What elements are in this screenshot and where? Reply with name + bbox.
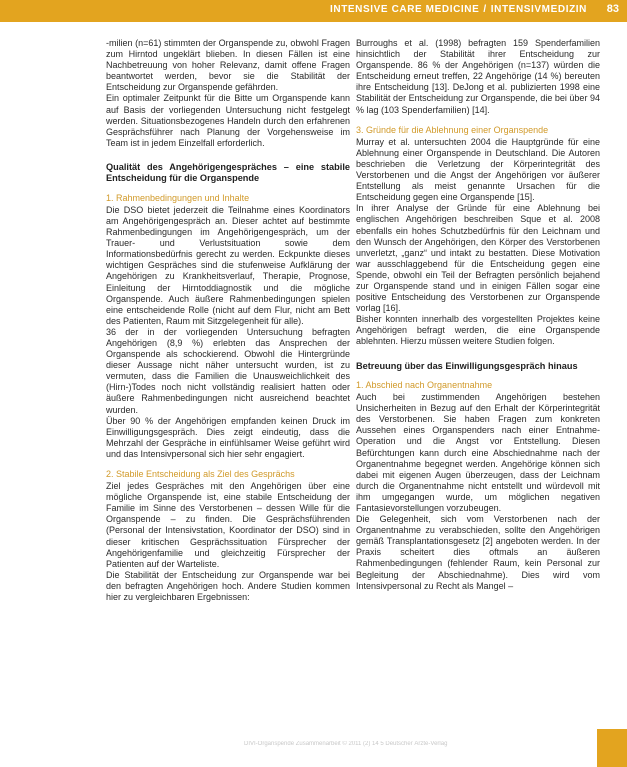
section-heading: Qualität des Angehörigengespräches – eine stabile Entscheidung für die Organspende <box>106 161 350 184</box>
paragraph: Die Stabilität der Entscheidung zur Organspende war bei den befragten Angehörigen hoch. Andere Studien kommen hier zu vergleichbaren Ergebnissen: <box>106 569 350 603</box>
footer-citation: DIVI-Organspende Zusammenarbeit © 2011 (2) 14 5 Deutscher Ärzte-Verlag <box>244 741 448 747</box>
subsection-title: 3. Gründe für die Ablehnung einer Organspende <box>356 124 549 135</box>
page-number: 83 <box>606 3 619 15</box>
paragraph: -milien (n=61) stimmten der Organspende zu, obwohl Fragen zum Hirntod ungeklärt blieben. In diesen Fällen ist eine Nachbetreuung von hoher Relevanz, damit offene Fragen beantwortet werden, bevor sie die Stabilität der Entscheidung zur Organspende gefährden. <box>106 38 350 93</box>
paragraph: Die Gelegenheit, sich vom Verstorbenen nach der Organentnahme zu verabschieden, sollte den Angehörigen gemäß Transplantationsgesetz [2] angeboten werden. In der Praxis scheitert dies oftmals an äußeren Rahmenbedingungen (fehlender Raum, kein Personal zur Begleitung der Abschiednahme). Dies wird vom Intensivpersonal zu Recht als Mangel – <box>356 514 600 591</box>
paragraph: Burroughs et al. (1998) befragten 159 Spenderfamilien hinsichtlich der Stabilität ihrer Entscheidung zur Organspende. 86 % der Angehörigen (n=137) würden die Entscheidung erneut treffen, 22 Angehörige (14 %) bereuten ihre Entscheidung [13]. DeJong et al. publizierten 1998 eine Stabilität der Entscheidung zur Organspende, die bei über 94 % lag (103 Spenderfamilien) [14]. <box>356 38 600 115</box>
subsection-title: 1. Rahmenbedingungen und Inhalte <box>106 192 250 203</box>
paragraph: Murray et al. untersuchten 2004 die Hauptgründe für eine Ablehnung einer Organspende in Deutschland. Die Autoren beschrieben die Verletzung der Körperintegrität des Verstorbenen und die Angst der Angehörigen vor äußerer Entstellung als meist genannte Ursachen für die Entscheidung gegen eine Organspende [15]. <box>356 136 600 203</box>
section-title-de: INTENSIVMEDIZIN <box>490 4 587 15</box>
section-heading: Betreuung über das Einwilligungsgespräch hinaus <box>356 360 578 371</box>
header-separator: / <box>483 4 487 15</box>
paragraph: In ihrer Analyse der Gründe für eine Ablehnung bei englischen Angehörigen beschreiben Sque et al. 2008 ebenfalls ein hohes Schutzbedürfnis für den Leichnam und den Wunsch der Angehörigen, den Körper des Verstorbenen unverletzt, „ganz“ und intakt zu bestatten. Diese Motivation war ausschlaggebend für die Entscheidung gegen eine Spende, obwohl ein Teil der Befragten persönlich bejahend zur Organspende stand und in einigen Fällen sogar eine positive Entscheidung des Verstorbenen zur Organspende vorlag [16]. <box>356 203 600 314</box>
right-column <box>356 38 600 592</box>
paragraph: Über 90 % der Angehörigen empfanden keinen Druck im Einwilligungsgespräch. Dies zeigt eindeutig, dass die Mehrzahl der Gespräche in einfühlsamer Weise geführt wird und das Intensivpersonal sich hier sehr engagiert. <box>106 415 350 459</box>
subsection-title: 1. Abschied nach Organentnahme <box>356 379 493 390</box>
section-title-en: INTENSIVE CARE MEDICINE <box>330 4 480 15</box>
running-header <box>330 4 587 15</box>
paragraph: 36 der in der vorliegenden Untersuchung befragten Angehörigen (8,9 %) erlebten das Ansprechen der Organspende als schockierend. Obwohl die Hintergründe dieser Aussage nicht näher untersucht wurden, ist zu vermuten, dass die Familien die Unausweichlichkeit des (Hirn-)Todes noch nicht vollständig realisiert hatten oder äußere Rahmenbedingungen nicht ausreichend beachtet wurden. <box>106 326 350 415</box>
paragraph: Ein optimaler Zeitpunkt für die Bitte um Organspende kann auf Basis der vorliegenden Untersuchung nicht festgelegt werden. Situationsbezogenes Handeln durch den erfahrenen Gesprächsführer nach Planung der Vorgehensweise im Team ist in jedem Einzelfall erforderlich. <box>106 93 350 148</box>
paragraph: Bisher konnten innerhalb des vorgestellten Projektes keine Angehörigen befragt werden, die eine Organspende ablehnten. Hierzu müssen weitere Studien folgen. <box>356 314 600 347</box>
corner-accent-block <box>597 729 627 767</box>
paragraph: Die DSO bietet jederzeit die Teilnahme eines Koordinators am Angehörigengespräch an. Dieser achtet auf bestimmte Rahmenbedingungen im Angehörigengespräch, um der Trauer- und Verlustsituation sowie dem Informationsbedürfnis gerecht zu werden. Eckpunkte dieses wichtigen Gespräches sind die stufenweise Aufklärung der Angehörigen zu Krankheitsverlauf, Therapie, Prognose, Einleitung der Hirntoddiagnostik und die mögliche Organspende. Auch äußere Rahmenbedingungen spielen eine entscheidende Rolle (nicht auf dem Flur, nicht am Bett des Patienten, Raum mit Sitzgelegenheit für alle). <box>106 204 350 326</box>
paragraph: Ziel jedes Gespräches mit den Angehörigen über eine mögliche Organspende ist, eine stabile Entscheidung der Familie im Sinne des Verstorbenen – dessen Wille für die Organspende – zu finden. Die Gesprächsführenden (Personal der Intensivstation, Koordinator der DSO) sind in dieser kritischen Gesprächssituation Fürsprecher der Angehörigenfamilie und gleichzeitig Fürsprecher der Patienten auf der Warteliste. <box>106 481 350 569</box>
paragraph: Auch bei zustimmenden Angehörigen bestehen Unsicherheiten in Bezug auf den Erhalt der Körperintegrität des Verstorbenen. Sie haben Fragen zum konkreten Aussehen eines Organspenders nach einer Entnahme-Operation und die Angst vor Entstellung. Diesen Befürchtungen kann durch eine Abschiednahme nach der Organentnahme begegnet werden. Angehörige können sich dabei mit eigenen Augen überzeugen, dass der Leichnam durch die Organentnahme nicht entstellt und würdevoll mit ihm umgegangen wurde, um möglichen negativen Fantasievorstellungen vorzubeugen. <box>356 392 600 513</box>
subsection-title: 2. Stabile Entscheidung als Ziel des Gesprächs <box>106 469 295 479</box>
left-column <box>106 38 350 603</box>
